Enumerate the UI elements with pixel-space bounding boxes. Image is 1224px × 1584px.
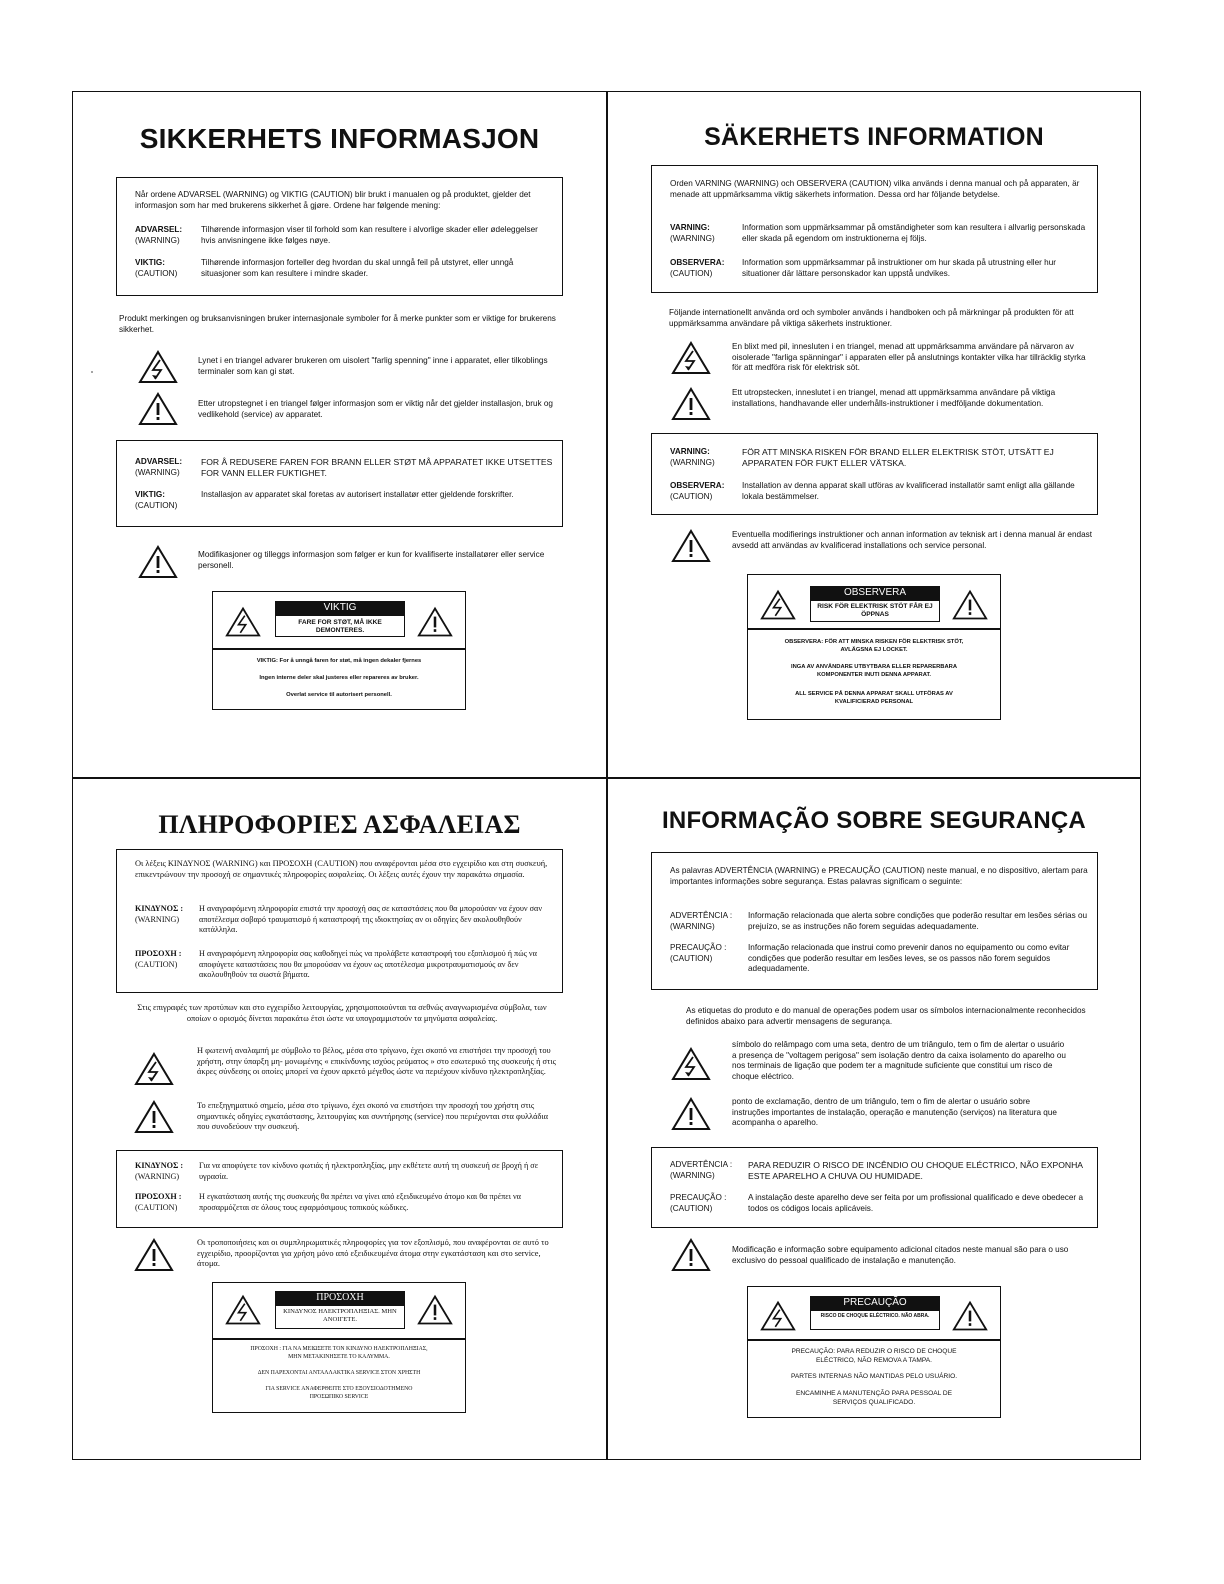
section-title: SIKKERHETS INFORMASJON [139,123,540,154]
term-warning: ADVERTÊNCIA : (WARNING) [670,911,733,931]
definitions-box [116,849,563,993]
term-warning: ADVARSEL: (WARNING) [135,457,183,477]
warnings-box [116,440,563,527]
term-caution: ΠΡΟΣΟΧΗ : (CAUTION) [135,1192,182,1212]
term-caution: ΠΡΟΣΟΧΗ : (CAUTION) [135,949,182,969]
term-caution: VIKTIG: (CAUTION) [135,258,178,278]
warning-text: FÖR ATT MINSKA RISKEN FÖR BRAND ELLER ELEKTRISK STÖT, UTSÄTT EJ APPARATEN FÖR FUKT ELLER VÄTSKA. [742,447,1054,468]
label-line-3: ENCAMINHE A MANUTENÇÃO PARA PESSOAL DE SERVIÇOS QUALIFICADO. [795,1390,953,1406]
symbols-intro: As etiquetas do produto e do manual de operações podem usar os símbolos internacionalmente reconhecidos definidos abaixo para advertir mensagens de segurança. [686,1006,1086,1026]
definition-warning: Informação relacionada que alerta sobre condições que poderão resultar em lesões sérias ou prejuízo, se as instruções não forem seguidas adequadamente. [748,911,1088,931]
section-greek [73,779,606,1459]
lightning-triangle-icon [225,606,261,638]
definitions-box [651,852,1098,990]
caution-label [212,591,466,710]
exclamation-triangle-icon [417,1294,453,1326]
definition-caution: Tilhørende informasjon forteller deg hvordan du skal unngå feil på utstyret, eller unngå situasjoner som kan resultere i mindre skader. [201,258,514,278]
label-line-2: INGA AV ANVÄNDARE UTBYTBARA ELLER REPARERBARA KOMPONENTER INUTI DENNA APPARAT. [790,664,958,678]
label-line-2: Ingen interne deler skal justeres eller repareres av bruker. [259,675,419,681]
exclamation-triangle-icon [417,606,453,638]
section-swedish [608,92,1140,777]
exclamation-triangle-icon [671,1097,711,1131]
exclamation-triangle-icon [134,1100,174,1134]
label-line-3: Overlat service til autorisert personell. [286,692,392,698]
symbols-intro: Följande internationellt använda ord och symboler används i handboken och på märkningar på produkten för att uppmärksamma användare på viktiga säkerhets instruktioner. [669,308,1074,328]
label-divider [213,1338,465,1340]
label-heading: OBSERVERA [810,586,940,600]
term-warning: VARNING: (WARNING) [670,223,715,243]
symbol-exclamation-text: Ett utropstecken, inneslutet i en triangel, menad att uppmärksamma användare på viktiga installations, handhavande eller underhålls-instruktioner i medföljande dokumentation. [732,388,1056,408]
term-warning: ΚΙΝΔΥΝΟΣ : (WARNING) [135,904,184,924]
modification-text: Modificação e informação sobre equipamento adicional citados neste manual são para o uso exclusivo do pessoal qualificado de instalação e manutenção. [732,1245,1069,1265]
section-title: SÄKERHETS INFORMATION [704,123,1044,151]
symbol-lightning-text: Lynet i en triangel advarer brukeren om uisolert "farlig spenning" inne i apparatet, eller tilkoblings terminaler som kan gi støt. [198,356,548,376]
label-divider [748,628,1000,630]
definition-warning: Η αναγραφόμενη πληροφορία επιστά την προσοχή σας σε καταστάσεις που θα μπορούσαν να έχουν σαν αποτέλεσμα σοβαρό τραυματισμό ή καταστροφή της ιδιοκτησίας αν οι οδηγίες δεν ακολουθηθούν κατάλληλα. [199,904,543,934]
definitions-box [651,165,1098,293]
symbol-lightning-text: símbolo do relâmpago com uma seta, dentro de um triângulo, tem o fim de alertar o usuário a presença de "voltagem perigosa" sem isolação dentro da caixa isolamento do aparelho ou nos terminais de ligação que podem ter a magnitude suficiente que constitui um risco de choque eléctrico. [732,1040,1066,1081]
label-line-1: ΠΡΟΣΟΧΗ : ΓΙΑ ΝΑ ΜΕΙΩΣΕΤΕ ΤΟΝ ΚΙΝΔΥΝΟ ΗΛΕΚΤΡΟΠΛΗΞΙΑΣ, ΜΗΝ ΜΕΤΑΚΙΝΗΣΕΤΕ ΤΟ ΚΑΛΥΜΜΑ. [250,1346,428,1360]
lightning-triangle-icon [134,1052,174,1086]
label-subtext: FARE FOR STØT, MÅ IKKE DEMONTERES. [275,615,405,637]
term-warning: ADVERTÊNCIA : (WARNING) [670,1160,733,1180]
lightning-triangle-icon [671,341,711,375]
label-line-1: OBSERVERA: FÖR ATT MINSKA RISKEN FÖR ELEKTRISK STÖT, AVLÄGSNA EJ LOCKET. [784,639,964,653]
term-warning: VARNING: (WARNING) [670,447,715,467]
term-caution: PRECAUÇÃO : (CAUTION) [670,943,727,963]
symbol-exclamation-text: Το επεξηγηματικό σημείο, μέσα στο τρίγωνο, έχει σκοπό να επιστήσει την προσοχή του χρήστη στις σημαντικές οδηγίες εγκατάστασης, λειτουργίας και συντήρησης (service) που περιέχονται στα φυλλάδια που συνοδεύουν την συσκευή. [197,1101,549,1131]
warnings-box [651,433,1098,515]
warning-text: FOR Å REDUSERE FAREN FOR BRANN ELLER STØT MÅ APPARATET IKKE UTSETTES FOR VANN ELLER FUKTIGHET. [201,457,553,478]
intro-text: Οι λέξεις ΚΙΝΔΥΝΟΣ (WARNING) και ΠΡΟΣΟΧΗ (CAUTION) που αναφέρονται μέσα στο εγχειρίδιο και στη συσκευή, επικεντρώνουν την προσοχή σε σημαντικές πληροφορίες ασφαλείας. Οι λέξεις αυτές έχουν την παρακάτω σημασία. [135,859,548,879]
definition-warning: Information som uppmärksammar på omständigheter som kan resultera i allvarlig personskada eller skada på egendom om instruktionerna ej följs. [742,223,1086,243]
lightning-triangle-icon [138,350,178,384]
term-caution: OBSERVERA: (CAUTION) [670,481,725,501]
exclamation-triangle-icon [671,529,711,563]
label-line-3: ALL SERVICE PÅ DENNA APPARAT SKALL UTFÖRAS AV KVALIFICIERAD PERSONAL [795,691,953,705]
caution-text: A instalação deste aparelho deve ser feita por um profissional qualificado e deve obedecer a todos os códigos locais aplicáveis. [748,1193,1083,1213]
label-line-1: VIKTIG: For å unngå faren for støt, må ingen dekaler fjernes [256,658,422,664]
warning-text: PARA REDUZIR O RISCO DE INCÊNDIO OU CHOQUE ELÉCTRICO, NÃO EXPONHA ESTE APARELHO A CHUVA OU HUMIDADE. [748,1160,1083,1181]
term-caution: VIKTIG: (CAUTION) [135,490,178,510]
caution-label [212,1282,466,1413]
symbols-intro: Στις επιγραφές των προτύπων και στο εγχειρίδιο λειτουργίας, χρησιμοποιούνται τα σεθνώς αναγνωρισμένα σύμβολα, των οποίων ο ορισμός δίνεται παρακάτω έτσι ώστε να υπογραμμιστούν τα μηνύματα ασφαλείας. [137,1003,547,1023]
caution-text: Installation av denna apparat skall utföras av kvalificerad installatör samt enligt alla gällande lokala bestämmelser. [742,481,1075,501]
definitions-box [116,177,563,296]
warnings-box [651,1147,1098,1228]
caution-label [747,1286,1001,1418]
lightning-triangle-icon [671,1047,711,1081]
symbol-exclamation-text: ponto de exclamação, dentro de um triângulo, tem o fim de alertar o usuário sobre instruções importantes de instalação, operação e manutenção (serviços) na literatura que acompanha o aparelho. [732,1097,1057,1127]
label-line-1: PRECAUÇÃO: PARA REDUZIR O RISCO DE CHOQUE ELÉCTRICO, NÃO REMOVA A TAMPA. [791,1348,957,1364]
intro-text: Orden VARNING (WARNING) och OBSERVERA (CAUTION) vilka används i denna manual och på apparaten, är menade att uppmärksamma viktig säkerhets information. Dessa ord har följande betydelse. [670,179,1080,199]
lightning-triangle-icon [225,1294,261,1326]
caution-text: Η εγκατάσταση αυτής της συσκευής θα πρέπει να γίνει από εξειδικευμένο άτομο και θα πρέπει να προσαρμόζεται σε όλους τους εφαρμόσιμους τοπικούς κώδικες. [199,1192,521,1212]
label-divider [213,648,465,650]
symbols-intro: Produkt merkingen og bruksanvisningen bruker internasjonale symboler for å merke punkter som er viktige for brukerens sikkerhet. [119,314,556,334]
section-portuguese [608,779,1140,1459]
label-heading: PRECAUÇÃO [810,1296,940,1310]
intro-text: Når ordene ADVARSEL (WARNING) og VIKTIG (CAUTION) blir brukt i manualen og på produktet, gjelder det informasjon som har med brukerens sikkerhet å gjøre. Ordene har følgende mening: [135,190,531,210]
section-title: INFORMAÇÃO SOBRE SEGURANÇA [662,807,1086,834]
lightning-triangle-icon [760,589,796,621]
definition-caution: Η αναγραφόμενη πληροφορία σας καθοδηγεί πώς να προλάβετε καταστροφή του εξοπλισμού ή πώς να αποφύγετε καταστάσεις που θα μπορούσαν να έχουν ως αποτέλεσμα μικροτραυματισμούς αν δεν ακολουθηθούν τα σωστά βήματα. [199,949,537,979]
warning-text: Για να αποφύγετε τον κίνδυνο φωτιάς ή ηλεκτροπληξίας, μην εκθέτετε αυτή τη συσκευή σε βροχή ή σε υγρασία. [199,1161,539,1181]
modification-text: Modifikasjoner og tilleggs informasjon som følger er kun for kvalifiserte installatører eller service personell. [198,550,545,570]
term-caution: PRECAUÇÃO : (CAUTION) [670,1193,727,1213]
term-caution: OBSERVERA: (CAUTION) [670,258,725,278]
modification-text: Οι τροποποιήσεις και οι συμπληρωματικές πληροφορίες για τον εξοπλισμό, που αναφέρονται σε αυτό το εγχειρίδιο, προορίζονται για χρήση μόνο από εξειδικευμένα άτομα στην εγκατάσταση και στο service, άτομα. [197,1238,549,1268]
intro-text: As palavras ADVERTÊNCIA (WARNING) e PRECAUÇÃO (CAUTION) neste manual, e no dispositivo, alertam para importantes informações sobre segurança. Estas palavras significam o seguinte: [670,866,1088,886]
term-warning: ADVARSEL: (WARNING) [135,225,183,245]
exclamation-triangle-icon [134,1238,174,1272]
symbol-exclamation-text: Etter utropstegnet i en triangel følger informasjon som er viktig når det gjelder installasjon, bruk og vedlikehold (service) av apparatet. [198,399,553,419]
definition-caution: Informação relacionada que instrui como prevenir danos no equipamento ou como evitar condições que poderão resultar em lesões leves, se os passos não forem seguidos adequadamente. [748,943,1070,973]
exclamation-triangle-icon [671,387,711,421]
section-norwegian [73,92,606,777]
exclamation-triangle-icon [952,589,988,621]
label-subtext: RISK FÖR ELEKTRISK STÖT FÅR EJ ÖPPNAS [810,600,940,622]
label-heading: ΠΡΟΣΟΧΗ [275,1291,405,1305]
label-line-3: ΓΙΑ SERVICE ΑΝΑΦΕΡΘΕΙΤΕ ΣΤΟ ΕΞΟΥΣΙΟΔΟΤΗΜΕΝΟ ΠΡΟΣΩΠΙΚΟ SERVICE [265,1386,413,1400]
label-line-2: ΔΕΝ ΠΑΡΕΧΟΝΤΑΙ ΑΝΤΑΛΛΑΚΤΙΚΑ SERVICE ΣΤΟΝ ΧΡΗΣΤΗ [257,1370,421,1376]
modification-text: Eventuella modifierings instruktioner och annan information av teknisk art i denna manual är endast avsedd att användas av kvalificerad installations och service personal. [732,530,1092,550]
exclamation-triangle-icon [671,1238,711,1272]
label-line-2: PARTES INTERNAS NÃO MANTIDAS PELO USUÁRIO. [790,1373,958,1380]
lightning-triangle-icon [760,1300,796,1332]
caution-text: Installasjon av apparatet skal foretas av autorisert installatør etter gjeldende forskrifter. [201,490,514,499]
warnings-box [116,1150,563,1228]
caution-label [747,574,1001,720]
label-divider [748,1339,1000,1341]
section-title: ΠΛΗΡΟΦΟΡΙΕΣ ΑΣΦΑΛΕΙΑΣ [158,810,521,839]
symbol-lightning-text: En blixt med pil, innesluten i en triangel, menad att uppmärksamma användare på närvaron av oisolerade "farliga spänningar" i apparaten eller på anslutnings kontakter vilka har tillräcklig styrka för att medföra risk för elektrisk söt. [732,342,1086,372]
label-subtext: RISCO DE CHOQUE ELÉCTRICO. NÃO ABRA. [810,1310,940,1330]
exclamation-triangle-icon [138,545,178,579]
term-warning: ΚΙΝΔΥΝΟΣ : (WARNING) [135,1161,184,1181]
exclamation-triangle-icon [952,1300,988,1332]
exclamation-triangle-icon [138,392,178,426]
label-subtext: ΚΙΝΔΥΝΟΣ ΗΛΕΚΤΡΟΠΛΗΞΙΑΣ. ΜΗΝ ΑΝΟΙΓΕΤΕ. [275,1305,405,1329]
symbol-lightning-text: Η φωτεινή αναλαμπή με σύμβολο το βέλος, μέσα στο τρίγωνο, έχει σκοπό να επιστήσει την προσοχή του χρήστη, στην ύπαρξη μη- μονωμένης « επικίνδυνης ισχύος ρεύματος » στο εσωτερικό της συσκευής ή στις άκρες σύνδεσης οι οποίες μπορεί να έχουν αρκετό μέγεθος ώστε να περιέχουν κίνδυνο ηλεκτροπληξίας. [197,1046,556,1076]
definition-caution: Information som uppmärksammar på instruktioner om hur skada på utrustning eller hur situationer där lättare personskador kan uppstå undvikes. [742,258,1056,278]
definition-warning: Tilhørende informasjon viser til forhold som kan resultere i alvorlige skader eller ødeleggelser hvis anvisningene ikke følges nøye. [201,225,538,245]
label-heading: VIKTIG [275,601,405,615]
